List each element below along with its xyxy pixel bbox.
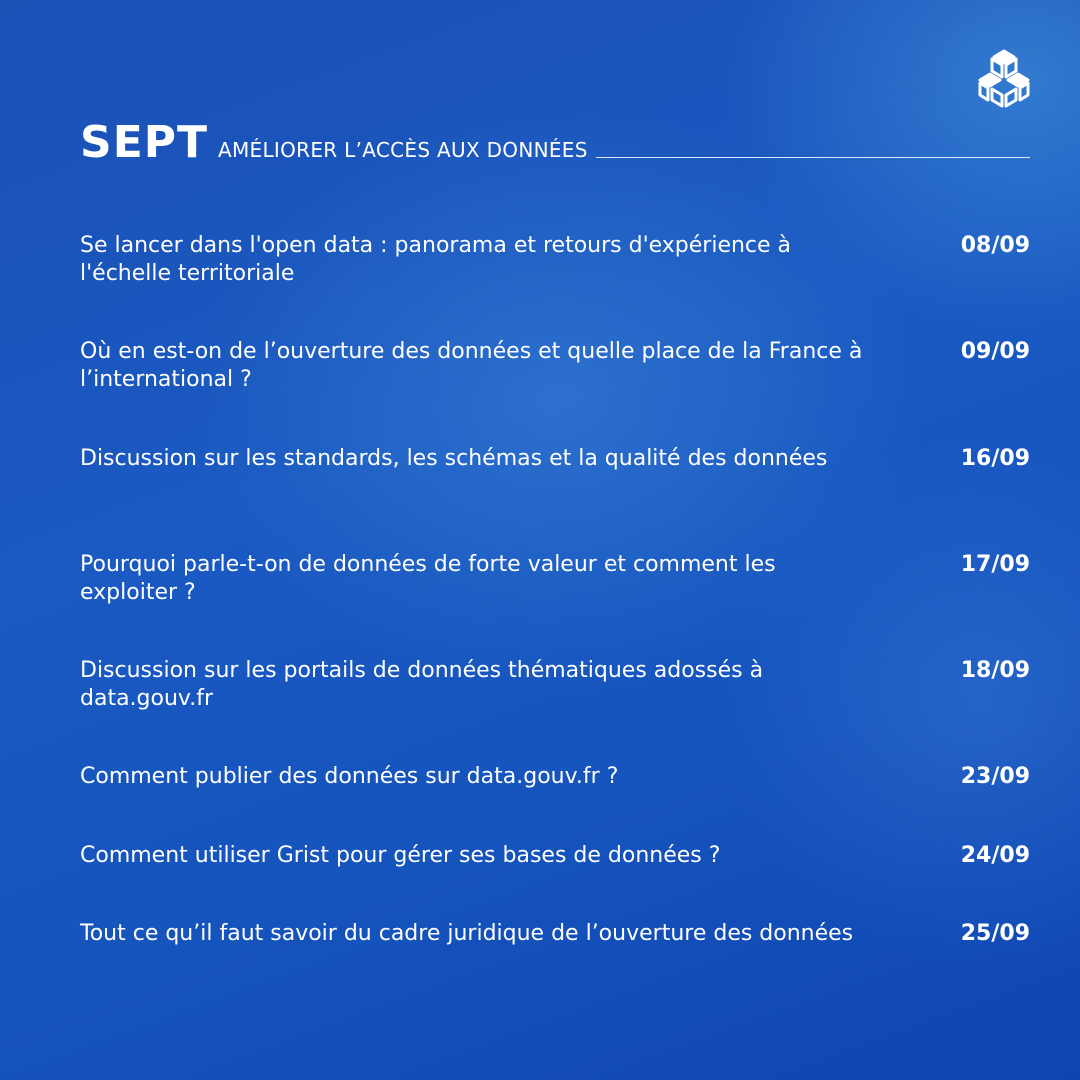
event-title: Où en est-on de l’ouverture des données et quelle place de la France à l’international ? xyxy=(80,339,863,392)
event-title: Pourquoi parle-t-on de données de forte valeur et comment les exploiter ? xyxy=(80,552,776,605)
header-divider xyxy=(596,157,1030,158)
event-title: Comment publier des données sur data.gouv.fr ? xyxy=(80,764,619,789)
section-header xyxy=(80,118,1030,168)
event-title: Tout ce qu’il faut savoir du cadre juridique de l’ouverture des données xyxy=(80,921,854,946)
section-subtitle: AMÉLIORER L’ACCÈS AUX DONNÉES xyxy=(218,138,588,162)
event-title: Discussion sur les standards, les schémas et la qualité des données xyxy=(80,446,828,471)
event-date: 24/09 xyxy=(960,843,1030,868)
event-date: 16/09 xyxy=(960,446,1030,471)
event-date: 08/09 xyxy=(960,233,1030,258)
event-title: Comment utiliser Grist pour gérer ses bases de données ? xyxy=(80,843,721,868)
event-date: 09/09 xyxy=(960,339,1030,364)
month-title: SEPT xyxy=(80,117,209,168)
event-date: 25/09 xyxy=(960,921,1030,946)
event-title: Se lancer dans l'open data : panorama et retours d'expérience à l'échelle territoriale xyxy=(80,233,792,286)
cube-stack-icon xyxy=(976,48,1032,108)
event-date: 23/09 xyxy=(960,764,1030,789)
event-title: Discussion sur les portails de données thématiques adossés à data.gouv.fr xyxy=(80,658,764,711)
event-date: 17/09 xyxy=(960,552,1030,577)
event-date: 18/09 xyxy=(960,658,1030,683)
